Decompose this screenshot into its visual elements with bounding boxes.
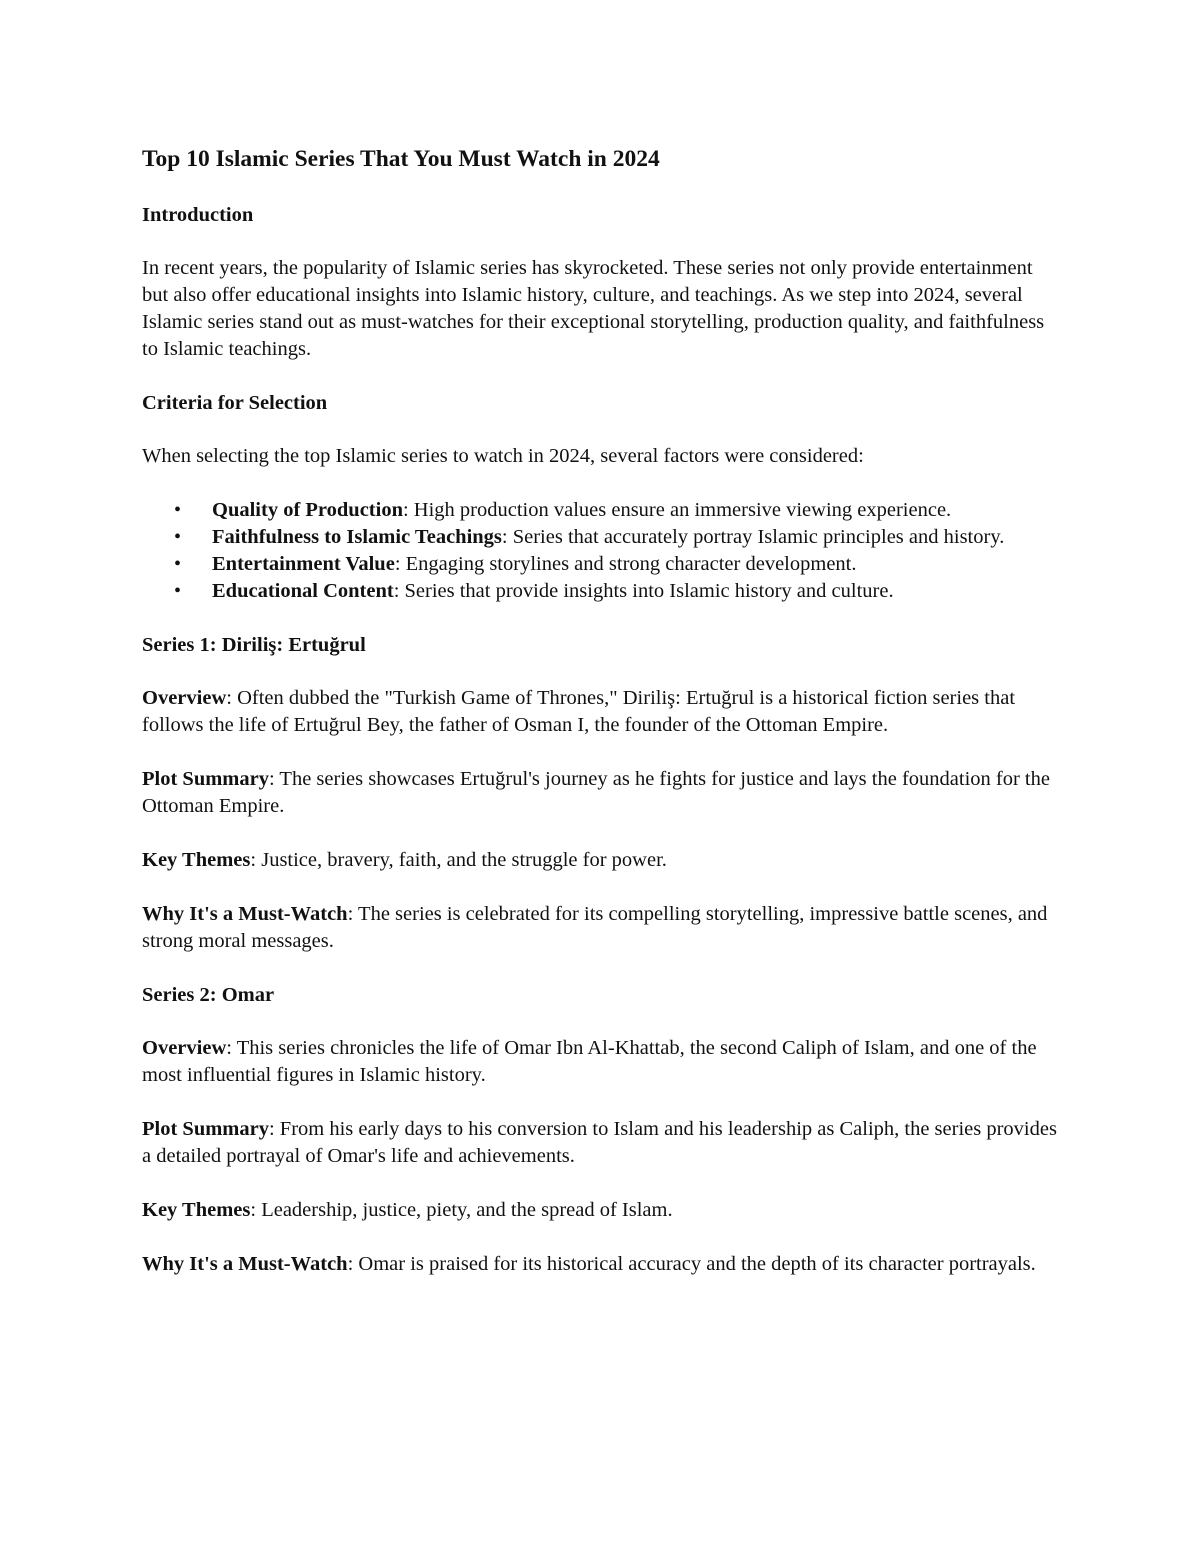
field-desc: : From his early days to his conversion to Islam and his leadership as Caliph, the series provides a detailed portrayal of Omar's life and achievements. [142,1118,1057,1167]
criteria-desc: : Engaging storylines and strong character development. [394,553,857,575]
field-desc: : This series chronicles the life of Omar Ibn Al-Khattab, the second Caliph of Islam, and one of the most influential figures in Islamic history. [142,1037,1037,1086]
criteria-term: Educational Content [212,580,394,602]
criteria-desc: : High production values ensure an immersive viewing experience. [402,499,952,521]
document-title: Top 10 Islamic Series That You Must Watch in 2024 [142,146,660,172]
field-term: Plot Summary [142,1118,269,1140]
criteria-term: Faithfulness to Islamic Teachings [212,526,502,548]
intro-paragraph: In recent years, the popularity of Islamic series has skyrocketed. These series not only provide entertainment but also offer educational insights into Islamic history, culture, and teachings. As we step into 2024, several Islamic series stand out as must-watches for their exceptional storytelling, production quality, and faithfulness to Islamic teachings. [142,257,1045,360]
document-page [142,142,1062,1305]
list-item [212,578,1062,605]
criteria-term: Quality of Production [212,499,403,521]
series-2-why-must-watch [142,1251,1062,1278]
field-desc: : The series showcases Ertuğrul's journey as he fights for justice and lays the foundation for the Ottoman Empire. [142,768,1050,817]
criteria-heading: Criteria for Selection [142,392,328,414]
list-item [212,497,1062,524]
field-term: Why It's a Must-Watch [142,903,348,925]
field-desc: : Often dubbed the "Turkish Game of Thrones," Diriliş: Ertuğrul is a historical fiction series that follows the life of Ertuğrul Bey, the father of Osman I, the founder of the Ottoman Empire. [142,687,1016,736]
criteria-desc: : Series that accurately portray Islamic principles and history. [501,526,1005,548]
list-item [212,551,1062,578]
criteria-desc: : Series that provide insights into Islamic history and culture. [393,580,894,602]
criteria-term: Entertainment Value [212,553,395,575]
field-term: Overview [142,687,227,709]
field-term: Why It's a Must-Watch [142,1253,348,1275]
series-2-heading: Series 2: Omar [142,984,275,1006]
field-desc: : Leadership, justice, piety, and the spread of Islam. [250,1199,673,1221]
series-1-why-must-watch [142,901,1062,955]
field-desc: : The series is celebrated for its compelling storytelling, impressive battle scenes, and strong moral messages. [142,903,1048,952]
series-1-overview [142,685,1062,739]
field-desc: : Omar is praised for its historical accuracy and the depth of its character portrayals. [347,1253,1036,1275]
series-1-heading: Series 1: Diriliş: Ertuğrul [142,634,366,656]
intro-heading: Introduction [142,204,254,226]
criteria-paragraph: When selecting the top Islamic series to watch in 2024, several factors were considered: [142,445,864,467]
criteria-list [142,497,1062,605]
field-desc: : Justice, bravery, faith, and the struggle for power. [250,849,667,871]
field-term: Key Themes [142,1199,251,1221]
series-1-plot-summary [142,766,1062,820]
list-item [212,524,1062,551]
series-1-key-themes [142,847,1062,874]
series-2-key-themes [142,1197,1062,1224]
field-term: Plot Summary [142,768,269,790]
series-2-overview [142,1035,1062,1089]
field-term: Overview [142,1037,227,1059]
field-term: Key Themes [142,849,251,871]
series-2-plot-summary [142,1116,1062,1170]
